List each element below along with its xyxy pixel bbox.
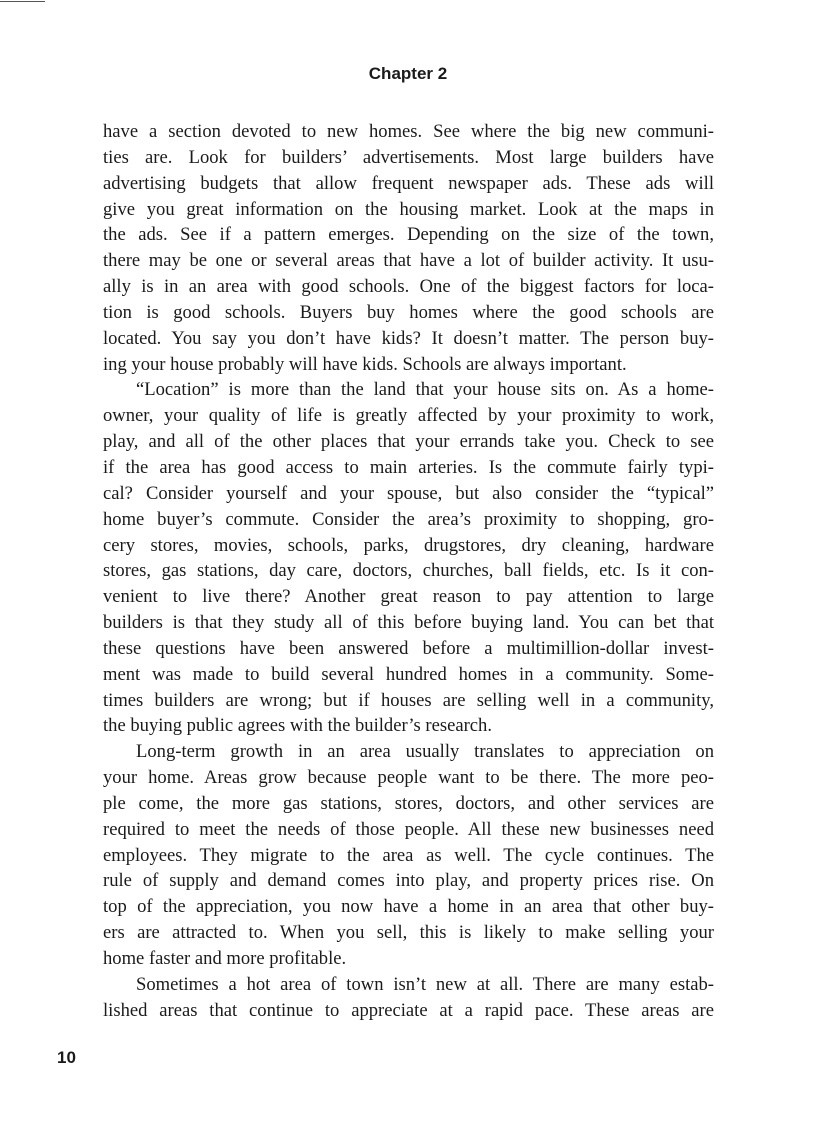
text-line: cal? Consider yourself and your spouse, but also consider the “typical” <box>103 482 714 504</box>
text-line: home faster and more profitable. <box>103 948 347 969</box>
page-number: 10 <box>57 1048 76 1067</box>
text-line: cery stores, movies, schools, parks, drugstores, dry cleaning, hardware <box>103 534 714 556</box>
text-line: required to meet the needs of those people. All these new businesses need <box>103 818 714 840</box>
paragraph <box>103 972 714 1024</box>
chapter-heading: Chapter 2 <box>368 64 448 83</box>
paragraph <box>103 739 714 972</box>
text-line: ties are. Look for builders’ advertisements. Most large builders have <box>103 146 714 168</box>
text-line: venient to live there? Another great reason to pay attention to large <box>103 586 714 608</box>
body-text <box>103 119 714 1024</box>
top-rule <box>0 1 45 2</box>
text-line: times builders are wrong; but if houses are selling well in a community, <box>103 689 714 711</box>
text-line: owner, your quality of life is greatly affected by your proximity to work, <box>103 405 714 427</box>
text-line: the ads. See if a pattern emerges. Depending on the size of the town, <box>103 224 714 246</box>
text-line: located. You say you don’t have kids? It doesn’t matter. The person buy- <box>103 327 714 349</box>
text-line: have a section devoted to new homes. See where the big new communi- <box>103 121 714 142</box>
text-line: your home. Areas grow because people want to be there. The more peo- <box>103 767 714 789</box>
text-line: if the area has good access to main arteries. Is the commute fairly typi- <box>103 456 714 478</box>
text-line: Sometimes a hot area of town isn’t new at all. There are many estab- <box>136 973 714 995</box>
text-line: rule of supply and demand comes into play, and property prices rise. On <box>103 870 714 892</box>
paragraph <box>103 377 714 739</box>
text-line: these questions have been answered before a multimillion-dollar invest- <box>103 637 714 659</box>
text-line: ment was made to build several hundred homes in a community. Some- <box>103 663 714 685</box>
text-line: ing your house probably will have kids. Schools are always important. <box>103 353 627 375</box>
text-line: lished areas that continue to appreciate at a rapid pace. These areas are <box>103 999 714 1021</box>
text-line: there may be one or several areas that have a lot of builder activity. It usu- <box>103 250 714 272</box>
text-line: the buying public agrees with the builder’s research. <box>103 715 492 737</box>
text-line: play, and all of the other places that your errands take you. Check to see <box>103 431 714 453</box>
text-line: “Location” is more than the land that your house sits on. As a home- <box>136 379 714 401</box>
text-line: ers are attracted to. When you sell, this is likely to make selling your <box>103 922 714 944</box>
text-line: tion is good schools. Buyers buy homes where the good schools are <box>103 301 714 323</box>
text-line: home buyer’s commute. Consider the area’s proximity to shopping, gro- <box>103 508 714 530</box>
text-line: stores, gas stations, day care, doctors, churches, ball fields, etc. Is it con- <box>103 560 714 582</box>
text-line: employees. They migrate to the area as well. The cycle continues. The <box>103 844 714 866</box>
text-line: builders is that they study all of this before buying land. You can bet that <box>103 612 714 634</box>
text-line: ally is in an area with good schools. One of the biggest factors for loca- <box>103 276 714 298</box>
text-line: ple come, the more gas stations, stores, doctors, and other services are <box>103 792 714 814</box>
text-line: top of the appreciation, you now have a home in an area that other buy- <box>103 896 714 918</box>
text-line: give you great information on the housing market. Look at the maps in <box>103 198 714 220</box>
paragraph <box>103 119 714 377</box>
text-line: Long-term growth in an area usually translates to appreciation on <box>136 741 714 763</box>
text-line: advertising budgets that allow frequent newspaper ads. These ads will <box>103 172 714 194</box>
